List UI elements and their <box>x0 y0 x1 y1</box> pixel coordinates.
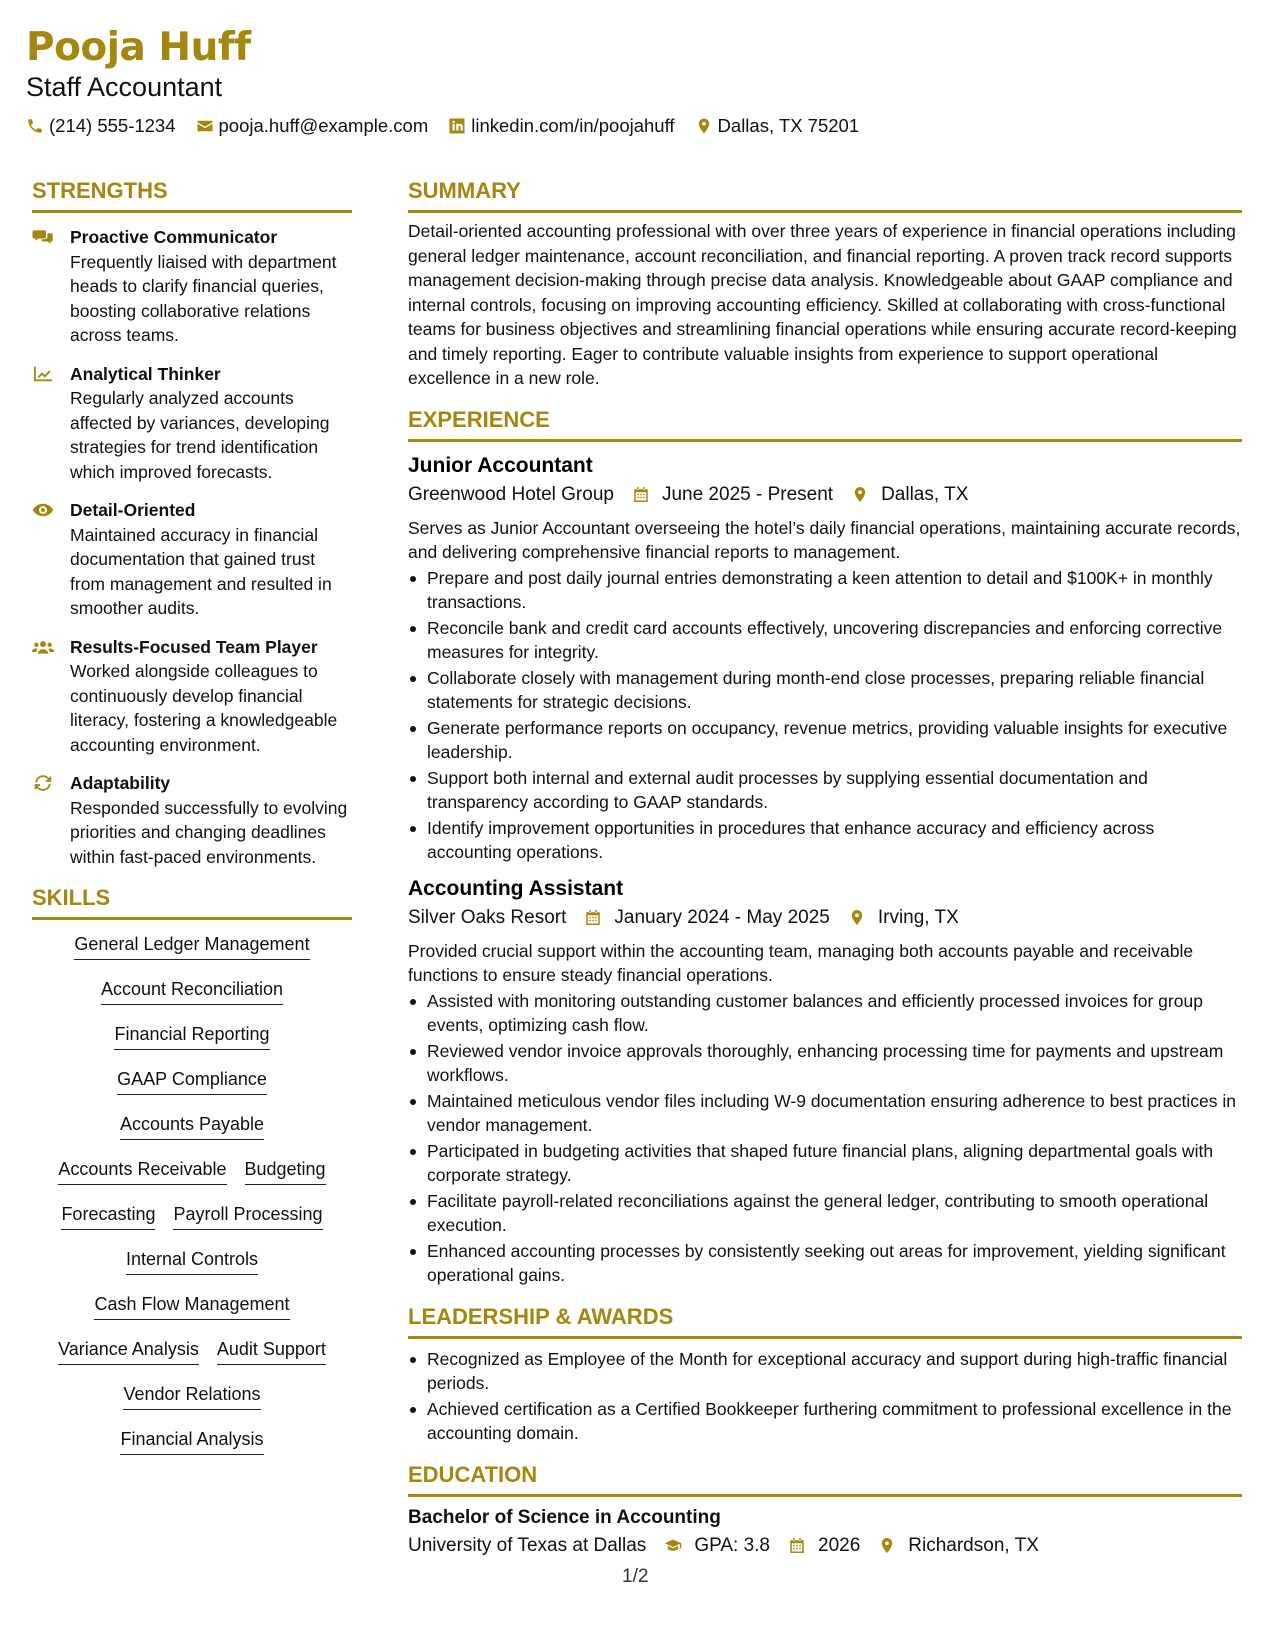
experience-section <box>408 405 1242 1288</box>
contact-location <box>695 114 860 138</box>
skill-row <box>85 1292 298 1337</box>
bullet-item: Generate performance reports on occupancy, revenue metrics, providing valuable insights for executive leadership. <box>408 716 1242 765</box>
gpa-text: GPA: 3.8 <box>694 1534 770 1556</box>
summary-heading: SUMMARY <box>408 176 1242 213</box>
skill-row <box>65 932 318 977</box>
skills-section <box>32 883 352 1472</box>
job-dates: January 2024 - May 2025 <box>614 906 830 928</box>
linkedin-icon <box>448 117 466 135</box>
right-column <box>408 176 1242 1559</box>
resume-header <box>26 22 1246 138</box>
job-description: Provided crucial support within the accounting team, managing both accounts payable and receivable functions to ensure steady financial operations. <box>408 940 1194 985</box>
leadership-heading: LEADERSHIP & AWARDS <box>408 1302 1242 1339</box>
map-pin-icon <box>878 1536 896 1555</box>
map-pin-icon <box>848 908 866 927</box>
education-meta <box>408 1533 1242 1559</box>
bullet-item: Assisted with monitoring outstanding customer balances and efficiently processed invoices for group events, optimizing cash flow. <box>408 989 1242 1038</box>
skills-list <box>32 932 352 1472</box>
skill-tag: Financial Analysis <box>120 1427 263 1455</box>
skill-row <box>52 1202 331 1247</box>
phone-icon <box>26 117 44 135</box>
skills-heading: SKILLS <box>32 883 352 920</box>
skill-tag: Vendor Relations <box>123 1382 260 1410</box>
map-pin-icon <box>851 485 869 504</box>
skill-tag: Internal Controls <box>126 1247 258 1275</box>
skill-row <box>49 1337 335 1382</box>
users-icon <box>32 638 54 656</box>
job-entry <box>408 875 1242 1288</box>
strength-item <box>32 771 352 869</box>
job-company: Silver Oaks Resort <box>408 906 567 928</box>
strength-desc: Maintained accuracy in financial documentation that gained trust from management and resulted in smoother audits. <box>70 524 332 618</box>
strength-title: Results-Focused Team Player <box>70 636 318 657</box>
strengths-list <box>32 225 352 869</box>
sync-icon <box>32 774 54 792</box>
job-location: Dallas, TX <box>881 483 969 505</box>
education-section <box>408 1460 1242 1559</box>
skill-row <box>108 1067 276 1112</box>
school-location: Richardson, TX <box>908 1534 1039 1556</box>
strength-desc: Worked alongside colleagues to continuously develop financial literacy, fostering a knowledgeable accounting environment. <box>70 661 338 755</box>
bullet-item: Reviewed vendor invoice approvals thoroughly, enhancing processing time for payments and upstream workflows. <box>408 1039 1242 1088</box>
skill-tag: Cash Flow Management <box>94 1292 289 1320</box>
job-title: Junior Accountant <box>408 453 593 477</box>
graduation-cap-icon <box>664 1536 682 1555</box>
skill-row <box>92 977 292 1022</box>
skill-tag: Account Reconciliation <box>101 977 283 1005</box>
skill-row <box>111 1112 273 1157</box>
bullet-item: Enhanced accounting processes by consistently seeking out areas for improvement, yielding significant operational gains. <box>408 1239 1242 1288</box>
skill-row <box>117 1247 267 1292</box>
skill-tag: Forecasting <box>61 1202 155 1230</box>
strength-item <box>32 635 352 758</box>
job-title: Accounting Assistant <box>408 876 624 900</box>
skill-row <box>114 1382 269 1427</box>
job-bullets <box>408 566 1242 865</box>
bullet-item: Achieved certification as a Certified Bookkeeper furthering commitment to professional excellence in the accounting domain. <box>408 1397 1242 1446</box>
job-meta <box>408 482 1242 508</box>
eye-icon <box>32 501 54 519</box>
map-pin-icon <box>695 117 713 135</box>
bullet-item: Prepare and post daily journal entries demonstrating a keen attention to detail and $100K+ in monthly transactions. <box>408 566 1242 615</box>
skill-row <box>49 1157 334 1202</box>
education-heading: EDUCATION <box>408 1460 1242 1497</box>
calendar-icon <box>788 1536 806 1555</box>
chart-line-icon <box>32 365 54 383</box>
strength-item <box>32 498 352 621</box>
strength-title: Proactive Communicator <box>70 227 278 247</box>
skill-tag: Audit Support <box>217 1337 326 1365</box>
skill-tag: Accounts Payable <box>120 1112 264 1140</box>
comments-icon <box>32 228 54 246</box>
bullet-item: Collaborate closely with management during month-end close processes, preparing reliable financial statements for strategic decisions. <box>408 666 1242 715</box>
job-bullets <box>408 989 1242 1288</box>
contact-linkedin[interactable] <box>448 114 674 138</box>
experience-heading: EXPERIENCE <box>408 405 1242 442</box>
strengths-section <box>32 176 352 869</box>
job-entry <box>408 452 1242 865</box>
skill-tag: Accounts Receivable <box>58 1157 226 1185</box>
bullet-item: Maintained meticulous vendor files including W-9 documentation ensuring adherence to best practices in vendor management. <box>408 1089 1242 1138</box>
leadership-bullets <box>408 1347 1242 1446</box>
bullet-item: Identify improvement opportunities in procedures that enhance accuracy and efficiency across accounting operations. <box>408 816 1242 865</box>
job-description: Serves as Junior Accountant overseeing the hotel’s daily financial operations, maintaining accurate records, and delivering comprehensive financial reports to management. <box>408 517 1241 562</box>
strength-desc: Responded successfully to evolving priorities and changing deadlines within fast-paced environments. <box>70 797 348 867</box>
strength-desc: Regularly analyzed accounts affected by variances, developing strategies for trend identification which improved forecasts. <box>70 388 330 482</box>
email-link[interactable]: pooja.huff@example.com <box>218 115 429 136</box>
strength-desc: Frequently liaised with department heads to clarify financial queries, boosting collaborative relations across teams. <box>70 251 337 345</box>
skill-tag: General Ledger Management <box>74 932 309 960</box>
calendar-icon <box>632 485 650 504</box>
grad-year: 2026 <box>818 1534 861 1556</box>
linkedin-link[interactable]: linkedin.com/in/poojahuff <box>471 115 675 136</box>
strength-title: Detail-Oriented <box>70 500 196 520</box>
contact-phone <box>26 114 176 138</box>
skill-tag: Budgeting <box>245 1157 326 1185</box>
skill-tag: Financial Reporting <box>114 1022 269 1050</box>
left-column <box>32 176 352 1472</box>
skill-row <box>105 1022 278 1067</box>
envelope-icon <box>196 117 214 135</box>
strength-title: Adaptability <box>70 773 171 793</box>
bullet-item: Support both internal and external audit processes by supplying essential documentation and transparency according to GAAP standards. <box>408 766 1242 815</box>
candidate-title: Staff Accountant <box>26 72 223 102</box>
skill-tag: Payroll Processing <box>173 1202 322 1230</box>
job-dates: June 2025 - Present <box>661 483 834 505</box>
candidate-name: Pooja Huff <box>26 25 251 70</box>
summary-text: Detail-oriented accounting professional with over three years of experience in financial operations including general ledger maintenance, account reconciliation, and financial reporting. A proven track record supports management decision-making through precise data analysis. Knowledgeable about GAAP compliance and internal controls, focusing on improving accounting efficiency. Skilled at collaborating with cross-functional teams for business objectives and streamlining financial operations while ensuring accurate record-keeping and timely reporting. Eager to contribute valuable insights from experience to support operational excellence in a new role. <box>408 221 1237 388</box>
job-meta <box>408 905 1242 931</box>
contact-bar <box>26 114 1246 138</box>
skill-tag: GAAP Compliance <box>117 1067 267 1095</box>
location-text: Dallas, TX 75201 <box>717 115 860 136</box>
summary-section <box>408 176 1242 391</box>
degree-title: Bachelor of Science in Accounting <box>408 1506 721 1528</box>
skill-row <box>111 1427 272 1472</box>
leadership-section <box>408 1302 1242 1446</box>
job-location: Irving, TX <box>877 906 959 928</box>
page-number: 1/2 <box>622 1566 649 1587</box>
contact-email[interactable] <box>196 114 429 138</box>
bullet-item: Recognized as Employee of the Month for exceptional accuracy and support during high-traffic financial periods. <box>408 1347 1242 1396</box>
bullet-item: Participated in budgeting activities that shaped future financial plans, aligning departmental goals with corporate strategy. <box>408 1139 1242 1188</box>
bullet-item: Facilitate payroll-related reconciliations against the general ledger, contributing to smooth operational execution. <box>408 1189 1242 1238</box>
skill-tag: Variance Analysis <box>58 1337 199 1365</box>
strength-title: Analytical Thinker <box>70 363 221 384</box>
strengths-heading: STRENGTHS <box>32 176 352 213</box>
school-name: University of Texas at Dallas <box>408 1534 647 1556</box>
job-company: Greenwood Hotel Group <box>408 483 614 505</box>
strength-item <box>32 362 352 485</box>
calendar-icon <box>584 908 602 927</box>
bullet-item: Reconcile bank and credit card accounts effectively, uncovering discrepancies and enforcing corrective measures for integrity. <box>408 616 1242 665</box>
phone-text: (214) 555-1234 <box>49 115 176 136</box>
strength-item <box>32 225 352 348</box>
